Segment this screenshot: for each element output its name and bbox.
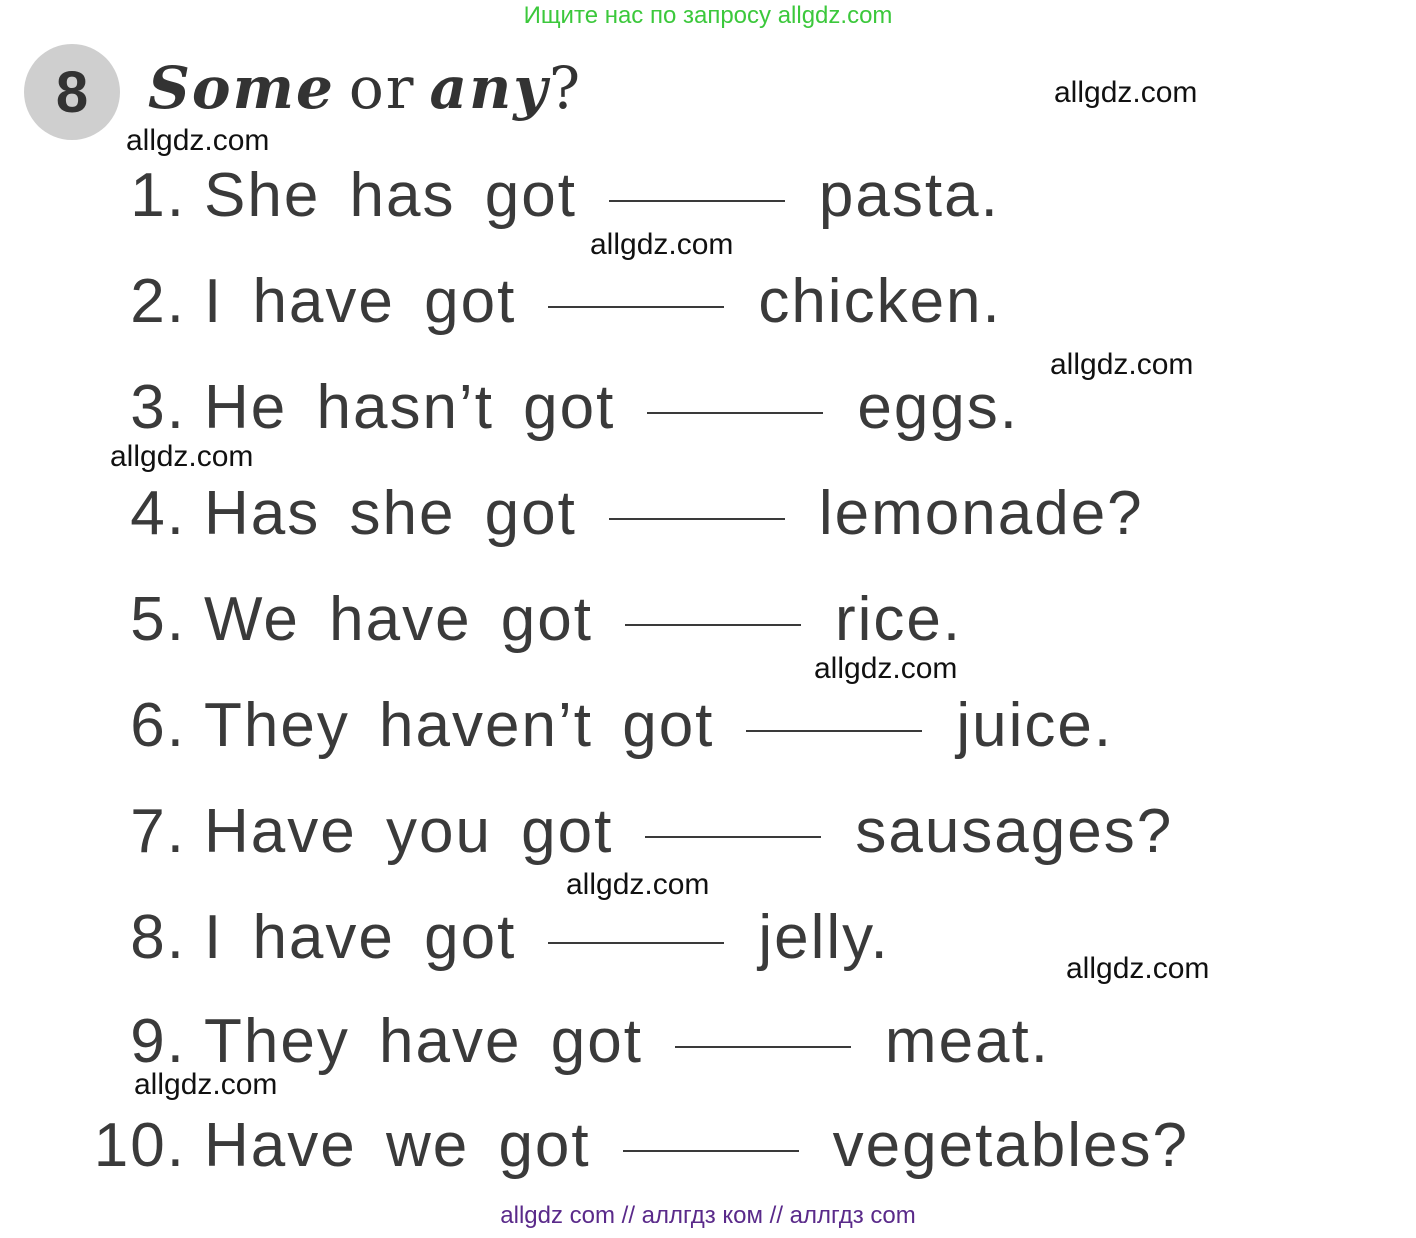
item-text-after: eggs. (857, 373, 1020, 442)
exercise-item (70, 690, 1113, 770)
answer-blank[interactable] (548, 306, 724, 308)
exercise-item (70, 796, 1173, 876)
answer-blank[interactable] (623, 1150, 799, 1152)
answer-blank[interactable] (609, 200, 785, 202)
title-some: Some (148, 54, 335, 122)
item-text-before: He hasn’t got (204, 373, 616, 442)
watermark: allgdz.com (134, 1068, 278, 1101)
watermark: allgdz.com (126, 124, 270, 157)
exercise-number-badge: 8 (24, 44, 120, 140)
watermark: allgdz.com (590, 228, 734, 261)
answer-blank[interactable] (645, 836, 821, 838)
item-text-before: Have you got (204, 797, 614, 866)
watermark: allgdz.com (814, 652, 958, 685)
item-number: 7. (130, 797, 186, 866)
item-number: 5. (130, 585, 186, 654)
item-text-before: Have we got (204, 1111, 591, 1180)
exercise-item (70, 266, 1002, 346)
item-number: 2. (130, 267, 186, 336)
item-text-after: pasta. (818, 161, 1000, 230)
watermark: allgdz.com (1050, 348, 1194, 381)
item-text-after: chicken. (758, 267, 1002, 336)
watermark: allgdz.com (566, 868, 710, 901)
answer-blank[interactable] (625, 624, 801, 626)
footer-watermark: allgdz com // аллгдз ком // аллгдз com (500, 1202, 916, 1229)
answer-blank[interactable] (746, 730, 922, 732)
exercise-item (70, 584, 962, 664)
item-text-before: She has got (204, 161, 577, 230)
item-text-before: They have got (204, 1007, 643, 1076)
item-text-before: I have got (204, 267, 517, 336)
exercise-title (148, 54, 580, 122)
item-text-before: Has she got (204, 479, 577, 548)
answer-blank[interactable] (548, 942, 724, 944)
title-any: any (429, 54, 549, 122)
answer-blank[interactable] (647, 412, 823, 414)
item-number: 9. (130, 1007, 186, 1076)
item-number: 1. (130, 161, 186, 230)
item-text-after: jelly. (758, 903, 890, 972)
exercise-item (70, 160, 1000, 240)
title-or: or (348, 54, 416, 122)
item-number: 3. (130, 373, 186, 442)
item-text-before: They haven’t got (204, 691, 715, 760)
item-text-after: sausages? (855, 797, 1174, 866)
top-banner: Ищите нас по запросу allgdz.com (523, 2, 893, 29)
item-text-after: juice. (956, 691, 1114, 760)
item-text-after: vegetables? (832, 1111, 1190, 1180)
answer-blank[interactable] (609, 518, 785, 520)
title-question-mark: ? (548, 54, 581, 122)
item-text-after: meat. (884, 1007, 1050, 1076)
item-text-before: I have got (204, 903, 517, 972)
exercise-item (70, 902, 890, 982)
item-text-after: lemonade? (818, 479, 1144, 548)
item-number: 10. (93, 1111, 186, 1180)
watermark: allgdz.com (110, 440, 254, 473)
answer-blank[interactable] (675, 1046, 851, 1048)
item-number: 6. (130, 691, 186, 760)
exercise-item (70, 372, 1019, 452)
watermark: allgdz.com (1066, 952, 1210, 985)
exercise-item (70, 1006, 1050, 1086)
item-text-after: rice. (834, 585, 963, 654)
item-number: 8. (130, 903, 186, 972)
watermark: allgdz.com (1054, 76, 1198, 109)
exercise-item (70, 1110, 1189, 1190)
exercise-item (70, 478, 1144, 558)
item-number: 4. (130, 479, 186, 548)
item-text-before: We have got (204, 585, 593, 654)
